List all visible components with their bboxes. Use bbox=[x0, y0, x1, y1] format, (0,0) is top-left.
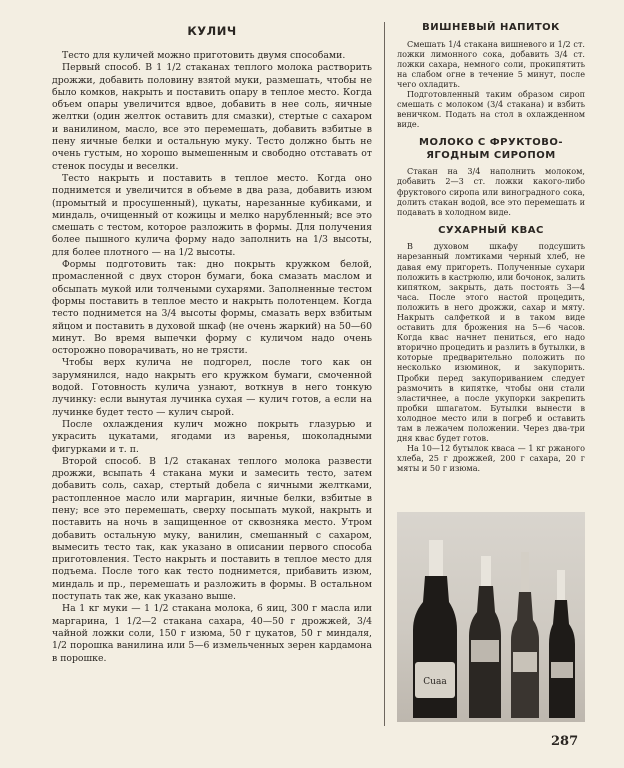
kulich-paragraph: Тесто для куличей можно приготовить двумя способами. bbox=[62, 50, 346, 61]
kulich-paragraph: Второй способ. В 1/2 стаканах теплого молока развести дрожжи, всыпать 4 стакана муки и замесить тесто, затем добавить соль, сахар, стертый добела с яичными желтками, растопленное масло или маргарин, яичные белки, взбитые в пену; все это перемешать, сверху посыпать мукой, накрыть и поставить на ночь в защищенное от сквозняка место. Утром добавить остальную муку, ванилин, смешанный с сахаром, вымесить тесто так, как указано в описании первого способа приготовления. Тесто накрыть и поставить в теплое место для подъема. После того как тесто поднимется, прибавить изюм, миндаль и пр., перемешать и разложить в формы. В остальном поступать так же, как указано выше. bbox=[52, 455, 372, 603]
kulich-title: КУЛИЧ bbox=[187, 24, 237, 38]
cherry-paragraph: Смешать 1/4 стакана вишневого и 1/2 ст. ложки лимонного сока, добавить 3/4 ст. ложки сахара, немного соли, прокипятить на слабом огне в течение 5 минут, после чего охладить. bbox=[397, 38, 585, 89]
bottle-right-center bbox=[511, 552, 539, 718]
bottles-photo bbox=[397, 512, 585, 722]
column-divider bbox=[384, 22, 385, 726]
milk-paragraph: Стакан на 3/4 наполнить молоком, добавить 2—3 ст. ложки какого-либо фруктового сиропа или виноградного сока, долить стакан водой, все это перемешать и подавать в холодном виде. bbox=[397, 166, 585, 217]
bottle-middle bbox=[469, 556, 501, 718]
kvass-ingredients: На 10—12 бутылок кваса — 1 кг ржаного хлеба, 25 г дрожжей, 200 г сахара, 20 г мяты и 50 г изюма. bbox=[397, 443, 585, 474]
kulich-paragraph: Тесто накрыть и поставить в теплое место. Когда оно поднимется и увеличится в объеме в два раза, добавить изюм (промытый и просушенный), цукаты, нарезанные кубиками, и миндаль, очищенный от кожицы и мелко нарубленный; все это смешать с тестом, которое разложить в формы. Для получения более пышного кулича форму надо заполнить на 1/3 высоты, для более плотного — на 1/2 высоты. bbox=[52, 172, 372, 258]
cherry-drink-section bbox=[397, 22, 585, 129]
drinks-column bbox=[397, 22, 585, 481]
bottle-left bbox=[413, 540, 457, 718]
kvass-paragraph: В духовом шкафу подсушить нарезанный ломтиками черный хлеб, не давая ему пригореть. Полученные сухари положить в кастрюлю, или бочонок, залить кипятком, закрыть, дать постоять 3—4 часа. После этого настой процедить, положить в него дрожжи, сахар и мяту. Накрыть салфеткой и в таком виде оставить для брожения на 5—6 часов. Когда квас начнет пениться, его надо вторично процедить и разлить в бутылки, в которые предварительно положить по несколько изюминок, и закупорить. Пробки перед закупориванием следует размочить в кипятке, чтобы они стали эластичнее, а после укупорки закрепить пробки шпагатом. Бутылки вынести в холодное место или в погреб и оставить там в лежачем положении. Через два-три дня квас будет готов. bbox=[397, 241, 585, 444]
page-number: 287 bbox=[551, 734, 579, 749]
kvass-section bbox=[397, 225, 585, 474]
kulich-paragraph: Первый способ. В 1 1/2 стаканах теплого молока растворить дрожжи, добавить половину взятой муки, размешать, чтобы не было комков, накрыть и поставить опару в теплое место. Когда объем опары увеличится вдвое, добавить в нее соль, яичные желтки (один желток оставить для смазки), стертые с сахаром и ванилином, масло, все это перемешать, добавить взбитые в пену яичные белки и остальную муку. Тесто должно быть не очень густым, но хорошо вымешенным и свободно отставать от стенок посуды и веселки. bbox=[52, 62, 372, 172]
kvass-title: СУХАРНЫЙ КВАС bbox=[438, 224, 544, 236]
kulich-paragraph: После охлаждения кулич можно покрыть глазурью и украсить цукатами, ягодами из варенья, шоколадными фигурками и т. п. bbox=[52, 418, 372, 455]
cherry-drink-title: ВИШНЕВЫЙ НАПИТОК bbox=[422, 22, 560, 33]
milk-syrup-title: МОЛОКО С ФРУКТОВО-ЯГОДНЫМ СИРОПОМ bbox=[419, 137, 563, 161]
kulich-paragraph: Чтобы верх кулича не подгорел, после того как он зарумянился, надо накрыть его кружком бумаги, смоченной водой. Готовность кулича узнают, воткнув в него тонкую лучинку: если вынутая лучинка сухая — кулич готов, а если на лучинке будет тесто — кулич сырой. bbox=[52, 357, 372, 418]
milk-syrup-section bbox=[397, 137, 585, 216]
kulich-recipe-column bbox=[52, 22, 372, 665]
cherry-paragraph: Подготовленный таким образом сироп смешать с молоком (3/4 стакана) и взбить веничком. Подать на стол в охлажденном виде. bbox=[397, 88, 585, 130]
bottle-far-right bbox=[549, 570, 575, 718]
bottles-illustration bbox=[397, 512, 585, 722]
kulich-paragraph: Формы подготовить так: дно покрыть кружком белой, промасленной с двух сторон бумаги, бока смазать маслом и обсыпать мукой или толчеными сухарями. Заполненные тестом формы поставить в теплое место и накрыть полотенцем. Когда тесто поднимется на 3/4 высоты формы, смазать верх взбитым яйцом и поставить в духовой шкаф (не очень жаркий) на 50—60 минут. Во время выпечки форму с куличом надо очень осторожно поворачивать, но не трясти. bbox=[52, 259, 372, 357]
kulich-ingredients: На 1 кг муки — 1 1/2 стакана молока, 6 яиц, 300 г масла или маргарина, 1 1/2—2 стакана сахара, 40—50 г дрожжей, 3/4 чайной ложки соли, 150 г изюма, 50 г цукатов, 50 г миндаля, 1/2 порошка ванилина или 5—6 измельченных зерен кардамона в порошке. bbox=[52, 603, 372, 664]
bottle-label-text: Cuaa bbox=[423, 677, 447, 687]
